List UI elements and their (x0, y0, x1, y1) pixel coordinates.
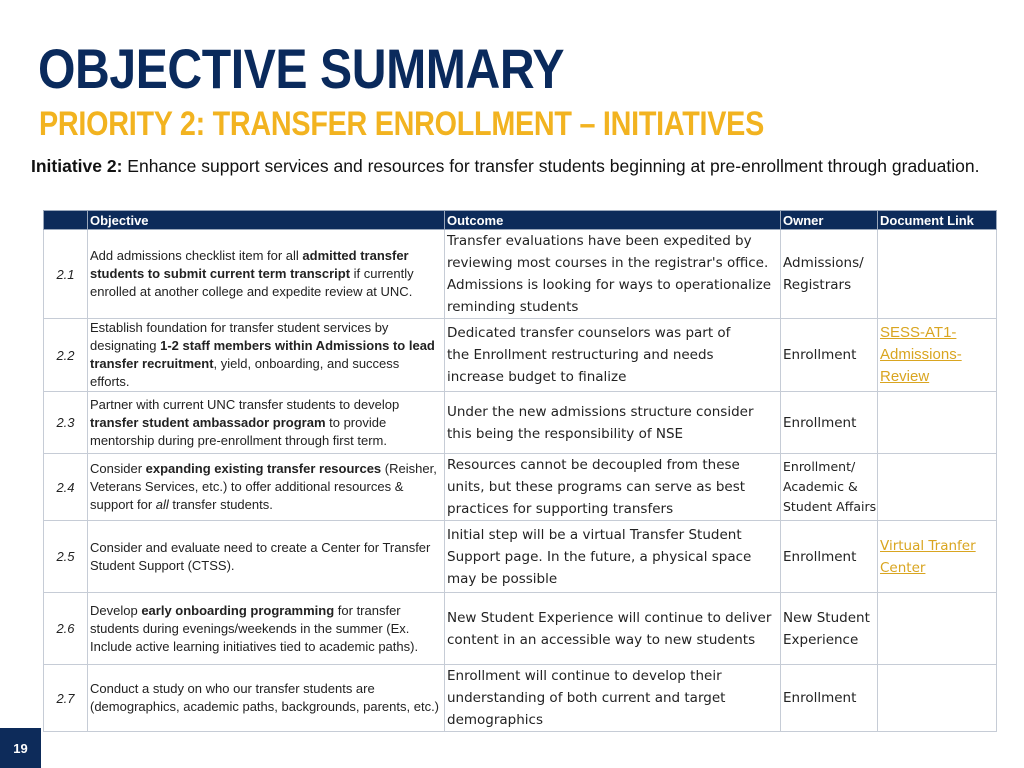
objective-text: Consider (90, 461, 146, 476)
outcome-line: Under the new admissions structure consider (447, 403, 754, 420)
outcome-line: Initial step will be a virtual Transfer Student (447, 526, 742, 543)
outcome-line: practices for supporting transfers (447, 501, 674, 517)
owner-line: Enrollment (783, 690, 857, 706)
outcome-line: Admissions is looking for ways to operationalize (447, 277, 772, 293)
objective-text: 1-2 staff members within Admissions to lead transfer recruitment (90, 338, 435, 371)
outcome-cell (445, 230, 781, 319)
owner-cell (781, 521, 878, 593)
outcome-line: Transfer evaluations have been expedited by (447, 233, 752, 249)
objective-cell (88, 454, 445, 521)
header-document-link: Document Link (878, 211, 997, 230)
table-row (44, 665, 997, 732)
table-row (44, 230, 997, 319)
header-owner: Owner (781, 211, 878, 230)
outcome-line: demographics (447, 712, 544, 728)
objective-text: Partner with current UNC transfer students to develop (90, 396, 400, 412)
objectives-table (43, 210, 997, 732)
owner-line: Enrollment (783, 347, 857, 363)
owner-cell (781, 454, 878, 521)
outcome-line: increase budget to finalize (447, 369, 627, 385)
document-link-cell (878, 454, 997, 521)
outcome-line: reminding students (447, 299, 579, 315)
table-row (44, 593, 997, 665)
owner-line: Enrollment/ (783, 459, 856, 474)
slide-title: OBJECTIVE SUMMARY (38, 37, 565, 100)
table-row (44, 454, 997, 521)
objective-text: Consider and evaluate need to create a Center for Transfer Student Support (CTSS). (90, 539, 431, 573)
document-link-cell (878, 665, 997, 732)
outcome-cell (445, 593, 781, 665)
outcome-line: may be possible (447, 570, 558, 587)
table-row (44, 521, 997, 593)
objective-cell (88, 230, 445, 319)
outcome-line: Dedicated transfer counselors was part of (447, 325, 731, 341)
owner-line: Academic & (783, 479, 858, 494)
document-link-cell (878, 521, 997, 593)
header-outcome: Outcome (445, 211, 781, 230)
owner-line: Experience (783, 631, 859, 648)
owner-cell (781, 319, 878, 392)
outcome-cell (445, 521, 781, 593)
initiative-label: Initiative 2: (31, 156, 123, 176)
objective-text: all (155, 497, 169, 512)
owner-cell (781, 665, 878, 732)
outcome-line: this being the responsibility of NSE (447, 425, 684, 442)
initiative-text: Enhance support services and resources for transfer students beginning at pre-enrollment through graduation. (122, 156, 980, 176)
header-number (44, 211, 88, 230)
header-objective: Objective (88, 211, 445, 230)
document-link-cell (878, 593, 997, 665)
objective-text: Add admissions checklist item for all (90, 248, 303, 263)
objective-text: to provide mentorship during pre-enrollment through first term. (90, 414, 387, 448)
owner-cell (781, 392, 878, 454)
document-link-cell (878, 392, 997, 454)
objective-text: Establish foundation for transfer student services by designating (90, 320, 389, 353)
objective-text: (Reisher, Veterans Services, etc.) to offer additional resources & support for (90, 461, 437, 512)
outcome-line: understanding of both current and target (447, 690, 726, 706)
table-body (44, 230, 997, 732)
outcome-line: Support page. In the future, a physical space (447, 548, 752, 565)
table-row (44, 319, 997, 392)
objective-cell (88, 521, 445, 593)
owner-line: Enrollment (783, 414, 857, 431)
owner-cell (781, 593, 878, 665)
outcome-line: Resources cannot be decoupled from these (447, 457, 740, 473)
row-number: 2.1 (44, 230, 88, 319)
objective-text: expanding existing transfer resources (145, 461, 382, 476)
objective-text: transfer students. (168, 497, 273, 512)
row-number: 2.2 (44, 319, 88, 392)
objective-text: , yield, onboarding, and success efforts. (90, 356, 400, 389)
owner-cell (781, 230, 878, 319)
outcome-line: units, but these programs can serve as best (447, 479, 746, 495)
row-number: 2.4 (44, 454, 88, 521)
page-number: 19 (0, 728, 41, 768)
objective-text: for transfer students during evenings/weekends in the summer (Ex. Include active learning initiatives tied to academic paths). (90, 602, 419, 654)
outcome-cell (445, 392, 781, 454)
outcome-line: reviewing most courses in the registrar's office. (447, 255, 769, 271)
objective-text: transfer student ambassador program (90, 414, 326, 430)
outcome-line: New Student Experience will continue to deliver (447, 609, 772, 626)
document-link[interactable] (880, 322, 994, 388)
table-row (44, 392, 997, 454)
owner-line: Admissions/ (783, 255, 864, 271)
row-number: 2.3 (44, 392, 88, 454)
objective-text: early onboarding programming (141, 602, 335, 618)
document-link-line[interactable]: Virtual Tranfer (880, 537, 976, 554)
document-link-cell (878, 319, 997, 392)
owner-line: Registrars (783, 277, 852, 293)
outcome-cell (445, 319, 781, 392)
outcome-line: the Enrollment restructuring and needs (447, 347, 714, 363)
objective-text: Develop (90, 602, 142, 618)
slide-subtitle: PRIORITY 2: TRANSFER ENROLLMENT – INITIATIVES (39, 105, 764, 143)
owner-line: New Student (783, 609, 870, 626)
row-number: 2.5 (44, 521, 88, 593)
outcome-line: Enrollment will continue to develop their (447, 668, 722, 684)
objective-cell (88, 593, 445, 665)
document-link-line[interactable]: Center (880, 559, 926, 576)
initiative-statement (31, 154, 991, 178)
objective-cell (88, 319, 445, 392)
objective-cell (88, 392, 445, 454)
document-link[interactable] (880, 535, 994, 579)
objective-text: Conduct a study on who our transfer students are (demographics, academic paths, backgrounds, parents, etc.) (90, 681, 440, 714)
document-link-cell (878, 230, 997, 319)
outcome-cell (445, 454, 781, 521)
objective-text: if currently enrolled at another college and expedite review at UNC. (90, 266, 414, 299)
document-link-line[interactable]: SESS-AT1- (880, 324, 957, 341)
document-link-line[interactable]: Admissions- (880, 346, 962, 363)
document-link-line[interactable]: Review (880, 368, 930, 385)
objective-text: admitted transfer students to submit current term transcript (90, 248, 409, 281)
objective-cell (88, 665, 445, 732)
row-number: 2.6 (44, 593, 88, 665)
row-number: 2.7 (44, 665, 88, 732)
outcome-line: content in an accessible way to new students (447, 631, 756, 648)
owner-line: Enrollment (783, 548, 857, 565)
outcome-cell (445, 665, 781, 732)
table-header-row (44, 211, 997, 230)
owner-line: Student Affairs (783, 499, 877, 514)
